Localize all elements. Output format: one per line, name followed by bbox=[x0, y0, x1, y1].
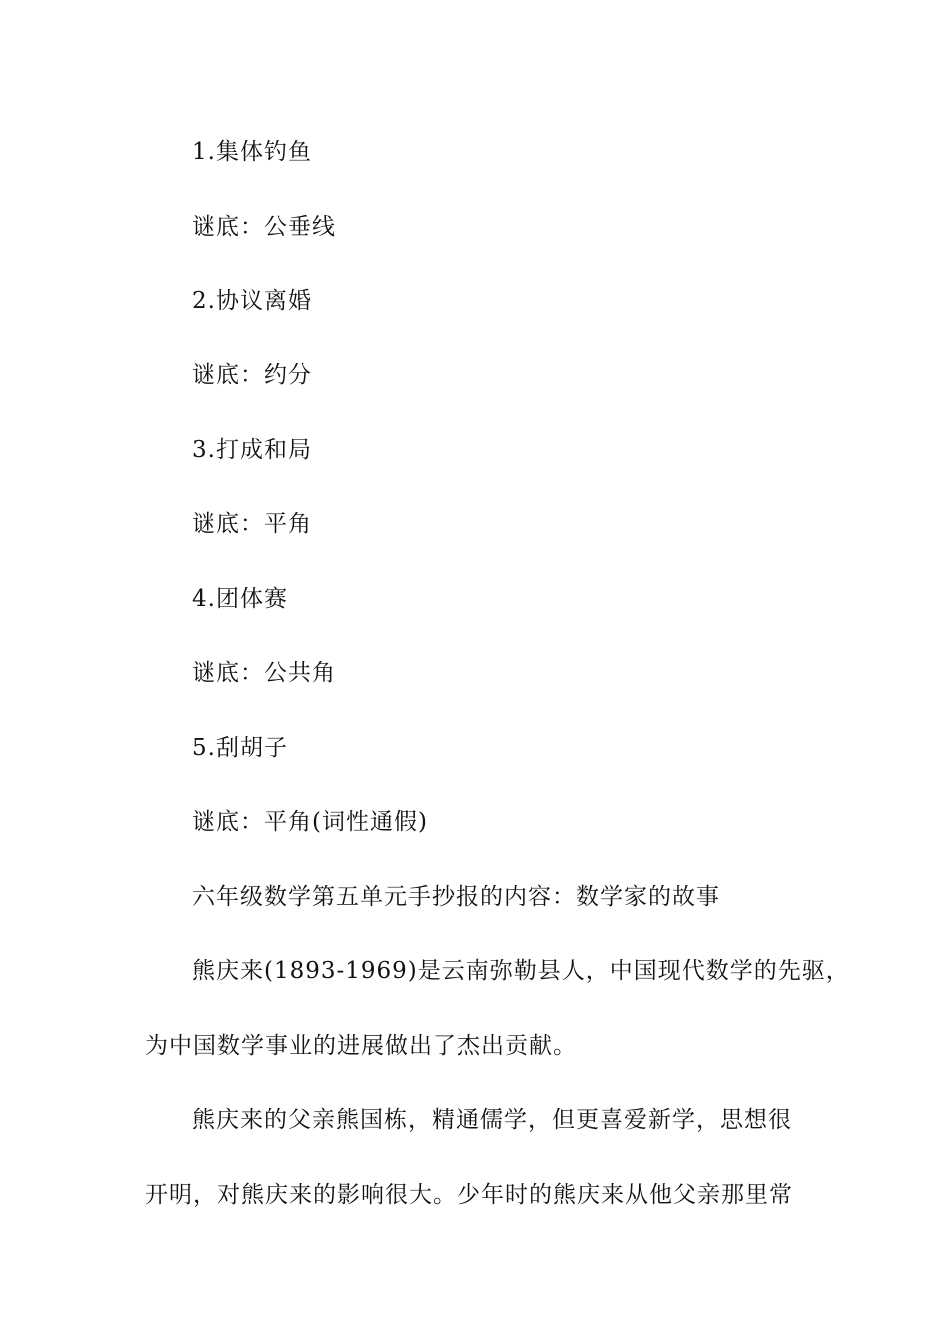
riddle-question-3: 3.打成和局 bbox=[192, 437, 312, 463]
riddle-question-5: 5.刮胡子 bbox=[192, 735, 288, 761]
riddle-answer-1: 谜底：公垂线 bbox=[192, 214, 336, 240]
paragraph-2-line-1: 熊庆来的父亲熊国栋，精通儒学，但更喜爱新学，思想很 bbox=[192, 1107, 792, 1133]
paragraph-2-line-2: 开明，对熊庆来的影响很大。少年时的熊庆来从他父亲那里常 bbox=[145, 1182, 793, 1208]
riddle-answer-3: 谜底：平角 bbox=[192, 511, 312, 537]
section-heading: 六年级数学第五单元手抄报的内容：数学家的故事 bbox=[192, 884, 720, 910]
riddle-answer-4: 谜底：公共角 bbox=[192, 660, 336, 686]
riddle-question-1: 1.集体钓鱼 bbox=[192, 139, 312, 165]
riddle-question-4: 4.团体赛 bbox=[192, 586, 288, 612]
riddle-answer-5: 谜底：平角(词性通假) bbox=[192, 809, 428, 835]
paragraph-1-line-1: 熊庆来(1893-1969)是云南弥勒县人，中国现代数学的先驱， bbox=[192, 958, 850, 984]
riddle-question-2: 2.协议离婚 bbox=[192, 288, 312, 314]
riddle-answer-2: 谜底：约分 bbox=[192, 362, 312, 388]
paragraph-1-line-2: 为中国数学事业的进展做出了杰出贡献。 bbox=[145, 1033, 577, 1059]
